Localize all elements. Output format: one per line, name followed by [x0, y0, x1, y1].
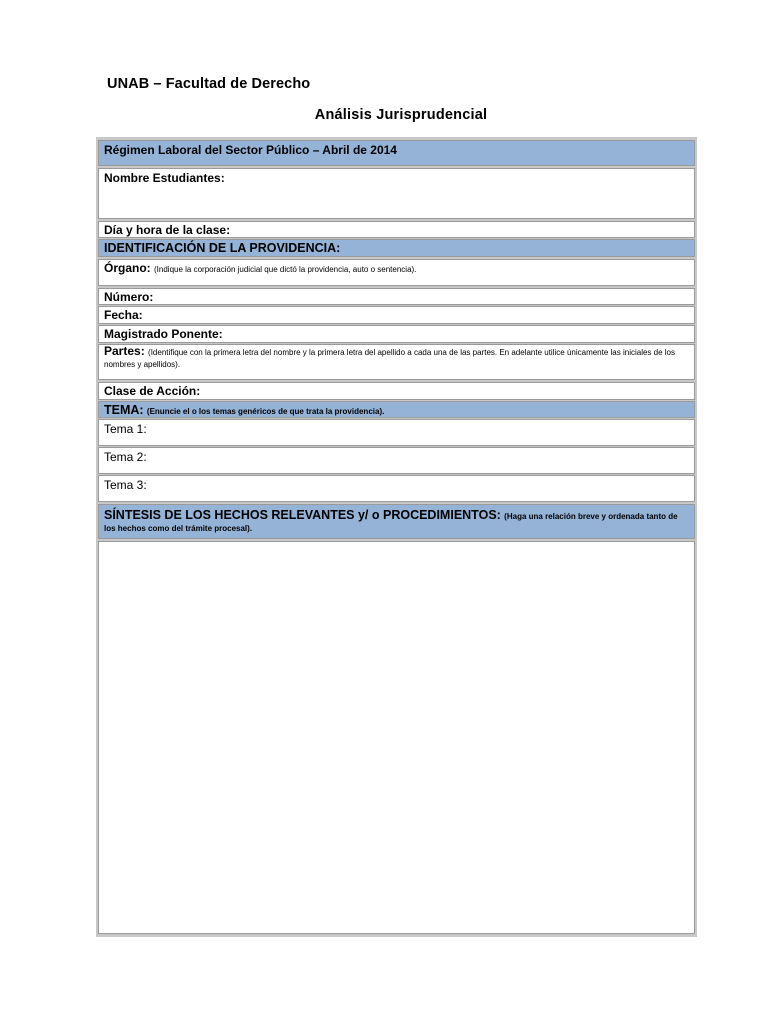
organo-field[interactable]	[98, 259, 695, 286]
numero-field[interactable]	[98, 288, 695, 305]
tema-label: TEMA:	[104, 403, 144, 417]
institution-heading: UNAB – Facultad de Derecho	[107, 76, 311, 92]
tema3-field[interactable]	[98, 475, 695, 502]
identificacion-label: IDENTIFICACIÓN DE LA PROVIDENCIA:	[104, 241, 341, 255]
fecha-label: Fecha:	[104, 308, 143, 322]
organo-hint: (Indique la corporación judicial que dictó la providencia, auto o sentencia).	[154, 265, 417, 274]
clase-accion-field[interactable]	[98, 382, 695, 400]
organo-label: Órgano:	[104, 261, 151, 275]
fecha-field[interactable]	[98, 306, 695, 324]
tema1-field[interactable]	[98, 419, 695, 446]
sintesis-hint: (Haga una relación breve y ordenada tanto de los hechos como del trámite procesal).	[104, 512, 678, 533]
tema2-label: Tema 2:	[104, 450, 147, 464]
nombre-estudiantes-field[interactable]	[98, 168, 695, 219]
dia-hora-label: Día y hora de la clase:	[104, 223, 231, 237]
document-title: Análisis Jurisprudencial	[314, 107, 488, 123]
sintesis-label: SÍNTESIS DE LOS HECHOS RELEVANTES y/ o PROCEDIMIENTOS:	[104, 508, 501, 522]
analysis-form	[96, 137, 697, 937]
sintesis-header	[98, 504, 695, 539]
sintesis-textarea[interactable]	[98, 541, 695, 934]
identificacion-header	[98, 239, 695, 257]
magistrado-label: Magistrado Ponente:	[104, 327, 223, 341]
regimen-row	[98, 140, 695, 166]
tema-hint: (Enuncie el o los temas genéricos de que trata la providencia).	[146, 407, 385, 416]
partes-label: Partes:	[104, 344, 145, 358]
tema1-label: Tema 1:	[104, 422, 147, 436]
magistrado-field[interactable]	[98, 325, 695, 343]
tema-header	[98, 401, 695, 418]
numero-label: Número:	[104, 290, 154, 304]
regimen-label: Régimen Laboral del Sector Público – Abril de 2014	[104, 143, 397, 157]
nombre-estudiantes-label: Nombre Estudiantes:	[104, 171, 225, 185]
tema2-field[interactable]	[98, 447, 695, 474]
partes-field[interactable]	[98, 344, 695, 380]
partes-hint: (Identifique con la primera letra del nombre y la primera letra del apellido a cada una de las partes. En adelante utilice únicamente las iniciales de los nombres y apellidos).	[104, 348, 675, 369]
clase-accion-label: Clase de Acción:	[104, 384, 201, 398]
dia-hora-field[interactable]	[98, 221, 695, 238]
tema3-label: Tema 3:	[104, 478, 147, 492]
